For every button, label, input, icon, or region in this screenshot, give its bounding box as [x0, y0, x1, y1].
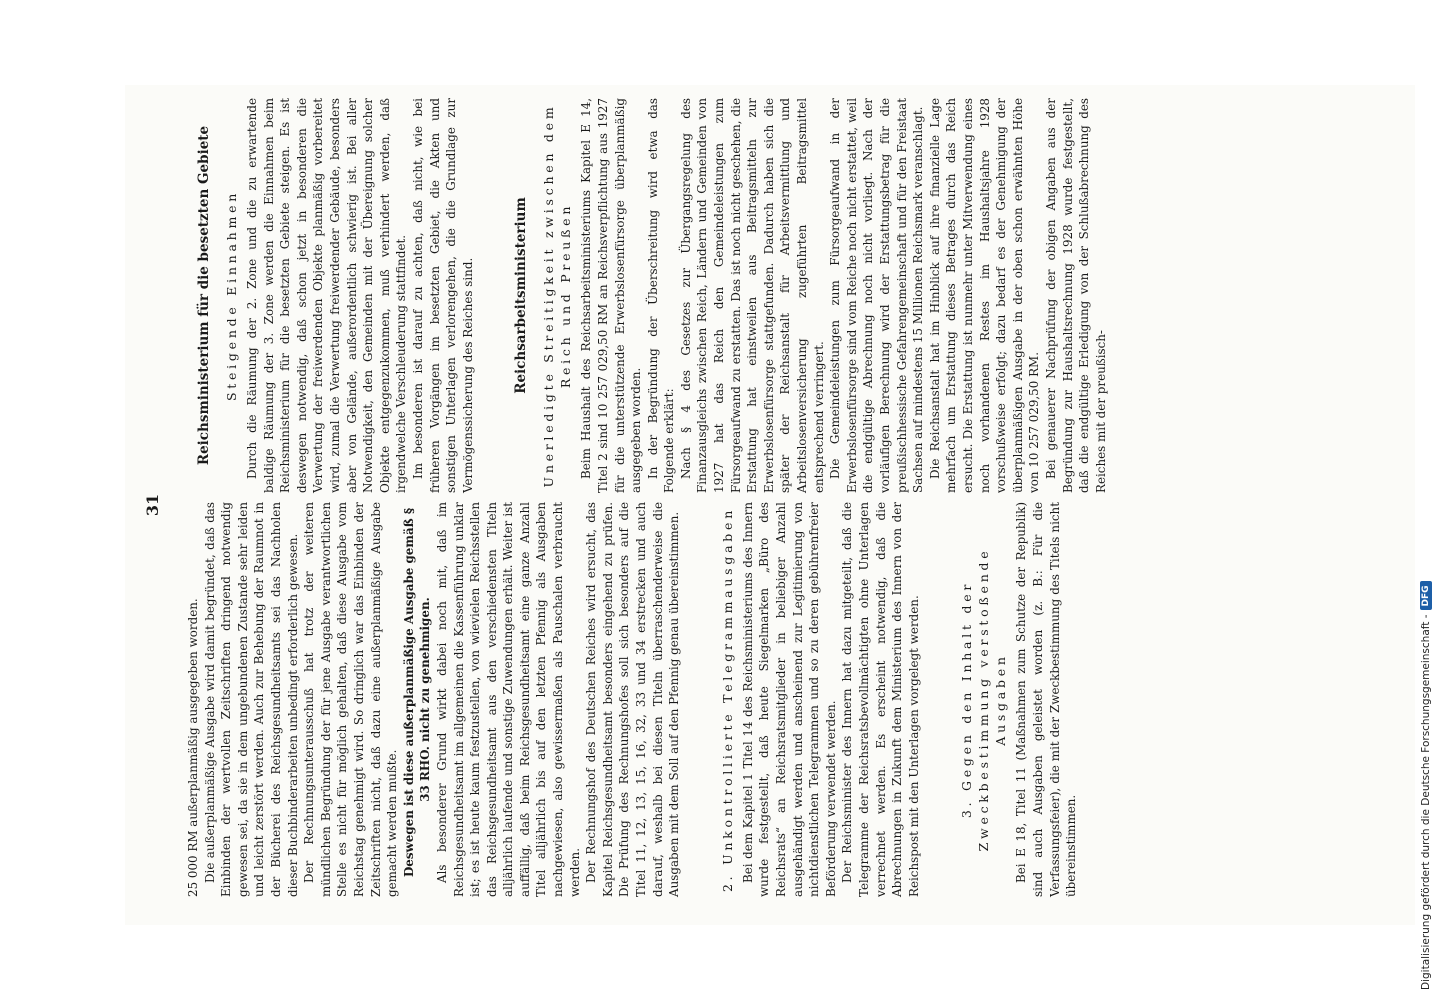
paragraph: Bei dem Kapitel 1 Titel 14 des Reichsministeriums des Innern wurde festgestellt, daß heute Siegelmarken „Büro des Reichsrats“ an Reichsratsmitglieder in beliebiger Anzahl ausgehändigt werden und anscheinend zur Legitimierung von nichtdienstlichen Telegrammen und so zu deren gebührenfreier Beförderung verwendet werden. — [740, 502, 838, 897]
bold-statement: Deswegen ist diese außerplanmäßige Ausgabe gemäß § 33 RHO. nicht zu genehmigen. — [401, 507, 433, 878]
paragraph: Beim Haushalt des Reichsarbeitsministeriums Kapitel E 14, Titel 2 sind 10 257 029,50 RM an Reichsverpflichtung aus 1927 für die unterstützende Erwerbslosenfürsorge überplanmäßig ausgegeben worden. — [579, 98, 644, 493]
credit-text: Digitalisierung gefördert durch die Deutsche Forschungsgemeinschaft - — [1420, 614, 1432, 990]
paragraph: Durch die Räumung der 2. Zone und die zu erwartende baldige Räumung der 3. Zone werden die Einnahmen beim Reichsministerium für die besetzten Gebiete steigen. Es ist deswegen notwendig, daß schon jetzt in besonderen die Verwertung der freiwerdenden Objekte planmäßig vorbereitet wird, zumal die Verwertung freiwerdender Gebäude, besonders aber von Gelände, außerordentlich schwierig ist. Bei aller Notwendigkeit, den Gemeinden mit der Übereignung solcher Objekte entgegenzukommen, muß verhindert werden, daß irgendwelche Verschleuderung stattfindet. — [245, 98, 409, 493]
paragraph: Die Gemeindeleistungen zum Fürsorgeaufwand in der Erwerbslosenfürsorge sind vom Reiche noch nicht erstattet, weil die endgültige Abrechnung noch nicht vorliegt. Nach der vorläufigen Berechnung wird der Erstattungsbetrag für die preußischhessische Gefahrengemeinschaft und für den Freistaat Sachsen auf mindestens 15 Millionen Reichsmark veranschlagt. — [828, 98, 926, 493]
page-number: 31 — [143, 493, 162, 517]
scanned-page — [125, 85, 1415, 925]
paragraph: Im besonderen ist darauf zu achten, daß nicht, wie bei früheren Vorgängen im besetzten Gebiet, die Akten und sonstigen Unterlagen verlorengehen, die die Grundlage zur Vermögenssicherung des Reiches sind. — [410, 98, 475, 493]
paragraph: Der Rechnungsunterausschuß hat trotz der weiteren mündlichen Begründung der für jene Ausgabe verantwortlichen Stelle es nicht für möglich gehalten, daß diese Ausgabe vom Reichstag genehmigt wird. So dringlich war das Einbinden der Zeitschriften nicht, daß dazu eine außerplanmäßige Ausgabe gemacht werden mußte. — [302, 502, 400, 897]
left-column — [185, 502, 1080, 897]
right-column — [185, 98, 1109, 493]
ministry-heading: Reichsministerium für die besetzten Gebiete — [196, 125, 212, 466]
paragraph: Der Rechnungshof des Deutschen Reiches wird ersucht, das Kapitel Reichsgesundheitsamt besonders eingehend zu prüfen. Die Prüfung des Rechnungshofes soll sich besonders auf die Titel 11, 12, 13, 15, 16, 32, 33 und 34 erstrecken und auch darauf, weshalb bei diesen Titeln überraschenderweise die Ausgaben mit dem Soll auf den Pfennig genau übereinstimmen. — [584, 502, 682, 897]
dfg-logo: DFG — [1420, 581, 1432, 610]
section-heading: 3. Gegen den Inhalt der Zweckbestimmung verstoßende Ausgaben — [959, 547, 1009, 852]
section-heading: Unerledigte Streitigkeit zwischen dem Reich und Preußen — [541, 103, 574, 488]
paragraph: Der Reichsminister des Innern hat dazu mitgeteilt, daß die Telegramme der Reichsratsbevollmächtigten ohne Unterlagen verrechnet werden. Es erscheint notwendig, daß die Abrechnungen in Zukunft dem Ministerium des Innern von der Reichspost mit den Unterlagen vorgelegt werden. — [840, 502, 921, 897]
paragraph: Bei E 18, Titel 11 (Maßnahmen zum Schutze der Republik) sind auch Ausgaben geleistet worden (z. B.: Für die Verfassungsfeier), die mit der Zweckbestimmung des Titels nicht übereinstimmen. — [1014, 502, 1079, 897]
section-heading: Steigende Einnahmen — [224, 189, 239, 402]
paragraph: Die Reichsanstalt hat im Hinblick auf ihre finanzielle Lage mehrfach um Erstattung dieses Betrages durch das Reich ersucht. Die Erstattung ist nunmehr unter Mitverwendung eines noch vorhandenen Restes im Haushaltsjahre 1928 vorschußweise erfolgt; dazu bedarf es der Genehmigung der überplanmäßigen Ausgabe in der oben schon erwähnten Höhe von 10 257 029,50 RM. — [927, 98, 1042, 493]
paragraph: Als besonderer Grund wirkt dabei noch mit, daß im Reichsgesundheitsamt im allgemeinen die Kassenführung unklar ist; es ist heute kaum festzustellen, von wievielen Reichsstellen das Reichsgesundheitsamt aus den verschiedensten Titeln alljährlich laufende und sonstige Zuwendungen erhält. Weiter ist auffällig, daß beim Reichsgesundheitsamt eine ganze Anzahl Titel alljährlich bis auf den letzten Pfennig als Ausgaben nachgewiesen, also gewissermaßen als Pauschalen verbraucht werden. — [434, 502, 582, 897]
paragraph: Nach § 4 des Gesetzes zur Übergangsregelung des Finanzausgleichs zwischen Reich, Ländern und Gemeinden von 1927 hat das Reich den Gemeindeleistungen zum Fürsorgeaufwand zu erstatten. Das ist noch nicht geschehen, die Erstattung hat einstweilen aus Beitragsmitteln zur Erwerbslosenfürsorge stattgefunden. Dadurch haben sich die später der Reichsanstalt für Arbeitsvermittlung und Arbeitslosenversicherung zugeführten Beitragsmittel entsprechend verringert. — [678, 98, 826, 493]
paragraph: Die außerplanmäßige Ausgabe wird damit begründet, daß das Einbinden der wertvollen Zeitschriften dringend notwendig gewesen sei, da sie in dem ungebundenen Zustande sehr leiden und leicht zerstört werden. Auch zur Behebung der Raumnot in der Bücherei des Reichsgesundheitsamts sei das Nachholen dieser Buchbinderarbeiten unbedingt erforderlich gewesen. — [202, 502, 300, 897]
paragraph: 25 000 RM außerplanmäßig ausgegeben worden. — [186, 598, 200, 897]
ministry-heading: Reichsarbeitsministerium — [513, 197, 530, 394]
paragraph: Bei genauerer Nachprüfung der obigen Angaben aus der Begründung zur Haushaltsrechnung 1928 wurde festgestellt, daß die endgültige Erledigung von der Schlußabrechnung des Reiches mit der preußisch- — [1043, 98, 1108, 493]
digitization-credit — [1420, 10, 1432, 990]
paragraph: In der Begründung der Überschreitung wird etwa das Folgende erklärt: — [645, 98, 677, 493]
section-heading: 2. Unkontrollierte Telegrammausgaben — [719, 506, 735, 893]
